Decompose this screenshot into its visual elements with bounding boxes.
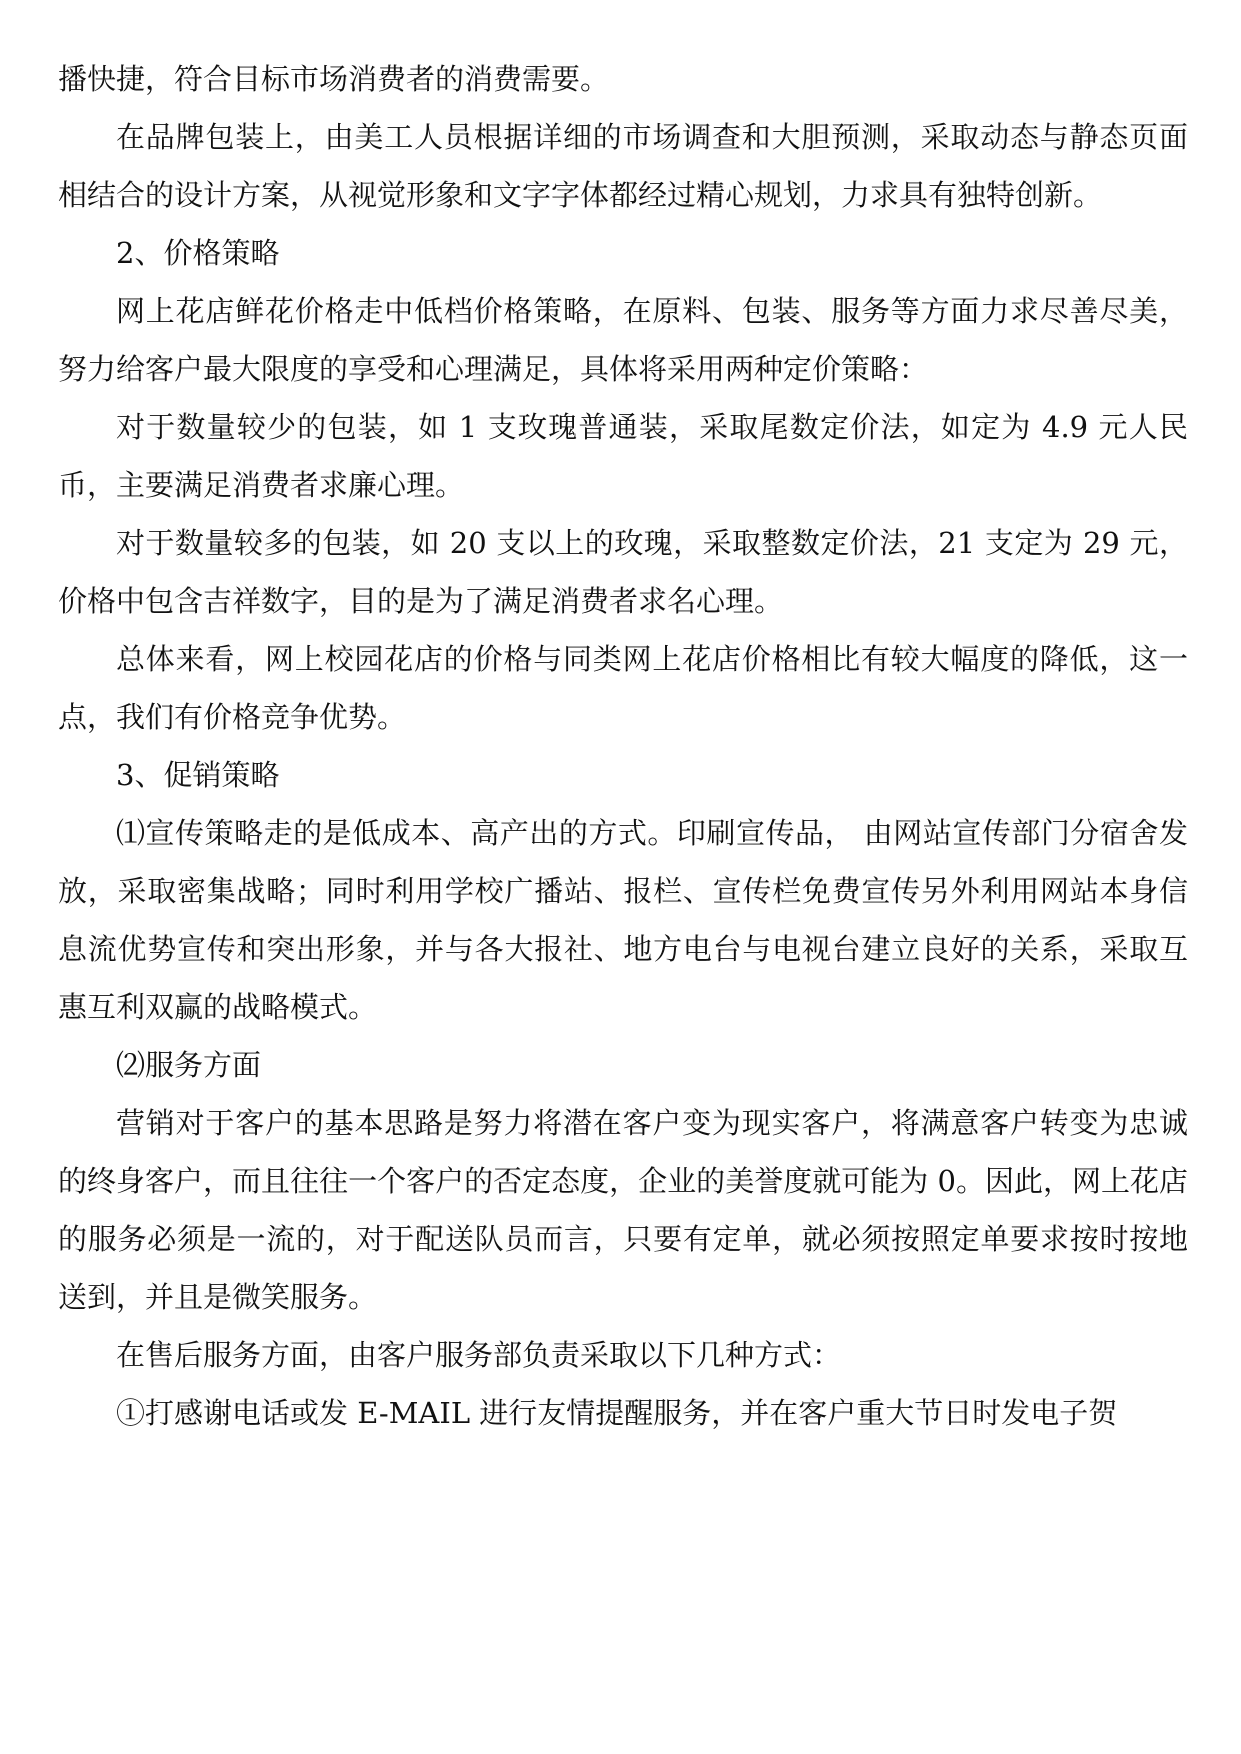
paragraph-whole-pricing: 对于数量较多的包装，如 20 支以上的玫瑰，采取整数定价法，21 支定为 29 元，价格中包含吉祥数字，目的是为了满足消费者求名心理。 xyxy=(58,526,1188,618)
document-body xyxy=(58,50,1188,1442)
paragraph-after-sales: 在售后服务方面，由客户服务部负责采取以下几种方式： xyxy=(116,1338,842,1372)
paragraph-price-overview: 网上花店鲜花价格走中低档价格策略，在原料、包装、服务等方面力求尽善尽美，努力给客户最大限度的享受和心理满足，具体将采用两种定价策略： xyxy=(58,294,1188,386)
paragraph-brand-packaging: 在品牌包装上，由美工人员根据详细的市场调查和大胆预测，采取动态与静态页面相结合的设计方案，从视觉形象和文字字体都经过精心规划，力求具有独特创新。 xyxy=(58,120,1188,212)
paragraph-odd-pricing: 对于数量较少的包装，如 1 支玫瑰普通装，采取尾数定价法，如定为 4.9 元人民币，主要满足消费者求廉心理。 xyxy=(58,410,1188,502)
paragraph-publicity-strategy: ⑴宣传策略走的是低成本、高产出的方式。印刷宣传品， 由网站宣传部门分宿舍发放，采取密集战略；同时利用学校广播站、报栏、宣传栏免费宣传另外利用网站本身信息流优势宣传和突出形象，并与各大报社、地方电台与电视台建立良好的关系，采取互惠互利双赢的战略模式。 xyxy=(58,816,1188,1024)
section-heading-price-strategy: 2、价格策略 xyxy=(116,236,280,270)
paragraph-service-approach: 营销对于客户的基本思路是努力将潜在客户变为现实客户，将满意客户转变为忠诚的终身客户，而且往往一个客户的否定态度，企业的美誉度就可能为 0。因此，网上花店的服务必须是一流的，对于配送队员而言，只要有定单，就必须按照定单要求按时按地送到，并且是微笑服务。 xyxy=(58,1106,1188,1314)
paragraph-after-sales-item-1: ①打感谢电话或发 E-MAIL 进行友情提醒服务，并在客户重大节日时发电子贺 xyxy=(116,1396,1118,1430)
section-heading-promotion-strategy: 3、促销策略 xyxy=(116,758,280,792)
paragraph-continuation: 播快捷，符合目标市场消费者的消费需要。 xyxy=(58,62,610,96)
subheading-service: ⑵服务方面 xyxy=(116,1048,262,1082)
paragraph-price-summary: 总体来看，网上校园花店的价格与同类网上花店价格相比有较大幅度的降低，这一点，我们有价格竞争优势。 xyxy=(58,642,1188,734)
